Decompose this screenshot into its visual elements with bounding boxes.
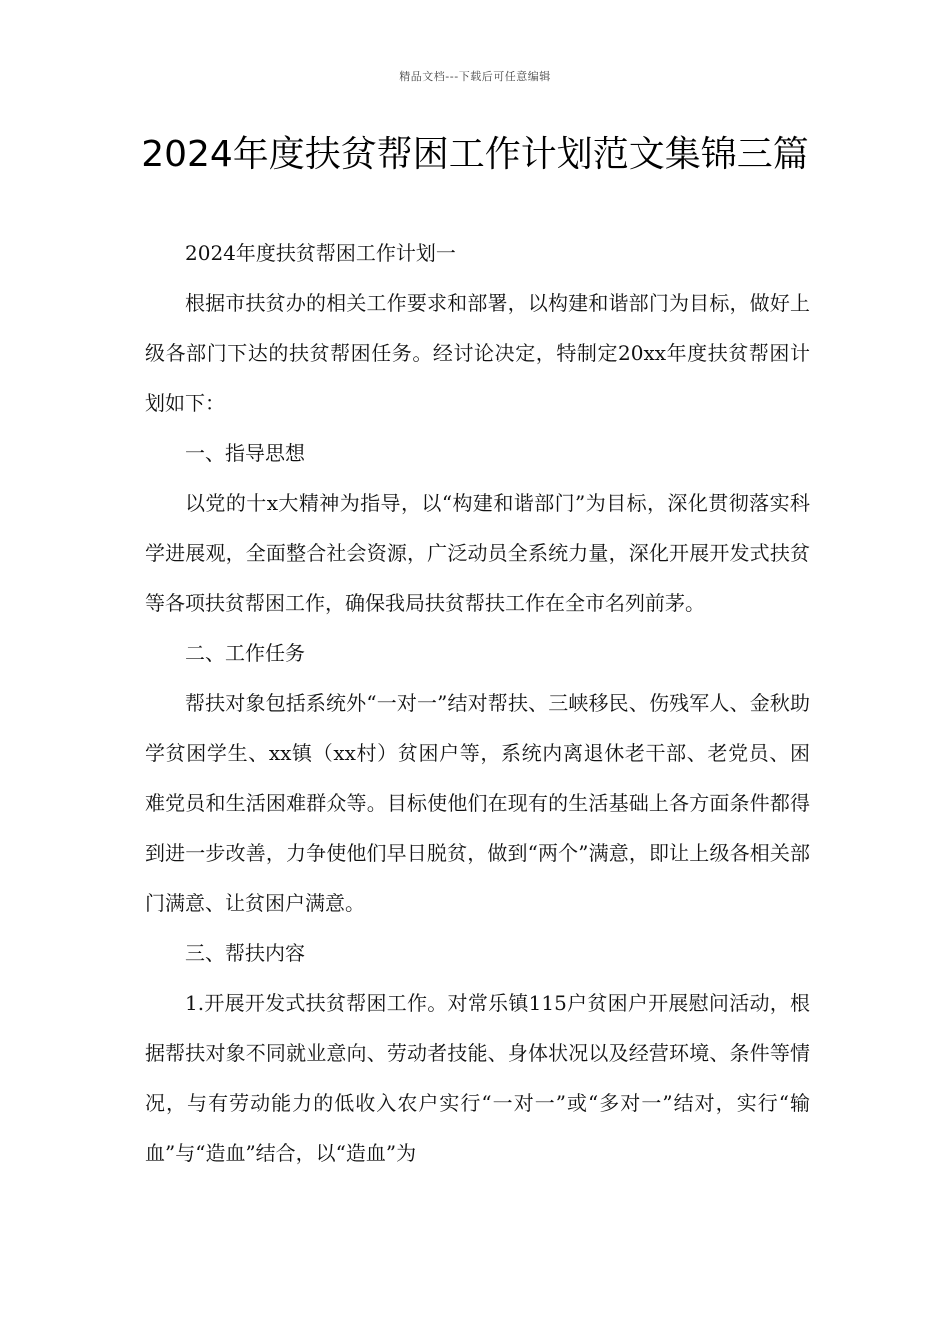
section-heading: 一、指导思想 [185, 441, 305, 465]
section-heading: 二、工作任务 [185, 641, 305, 665]
body-paragraph: 根据市扶贫办的相关工作要求和部署，以构建和谐部门为目标，做好上级各部门下达的扶贫帮困任务。经讨论决定，特制定20xx年度扶贫帮困计划如下： [145, 291, 810, 415]
header-note: 精品文档---下载后可任意编辑 [399, 70, 551, 83]
body-paragraph: 以党的十x大精神为指导，以“构建和谐部门”为目标，深化贯彻落实科学进展观，全面整合社会资源，广泛动员全系统力量，深化开展开发式扶贫等各项扶贫帮困工作，确保我局扶贫帮扶工作在全市名列前茅。 [145, 491, 810, 615]
document-body [145, 228, 810, 1178]
document-title: 2024年度扶贫帮困工作计划范文集锦三篇 [141, 134, 809, 175]
section-subtitle: 2024年度扶贫帮困工作计划一 [185, 241, 456, 265]
body-paragraph: 帮扶对象包括系统外“一对一”结对帮扶、三峡移民、伤残军人、金秋助学贫困学生、xx镇（xx村）贫困户等，系统内离退休老干部、老党员、困难党员和生活困难群众等。目标使他们在现有的生活基础上各方面条件都得到进一步改善，力争使他们早日脱贫，做到“两个”满意，即让上级各相关部门满意、让贫困户满意。 [145, 691, 810, 915]
section-heading: 三、帮扶内容 [185, 941, 305, 965]
body-paragraph: 1.开展开发式扶贫帮困工作。对常乐镇115户贫困户开展慰问活动，根据帮扶对象不同就业意向、劳动者技能、身体状况以及经营环境、条件等情况，与有劳动能力的低收入农户实行“一对一”或“多对一”结对，实行“输血”与“造血”结合，以“造血”为 [145, 991, 810, 1165]
